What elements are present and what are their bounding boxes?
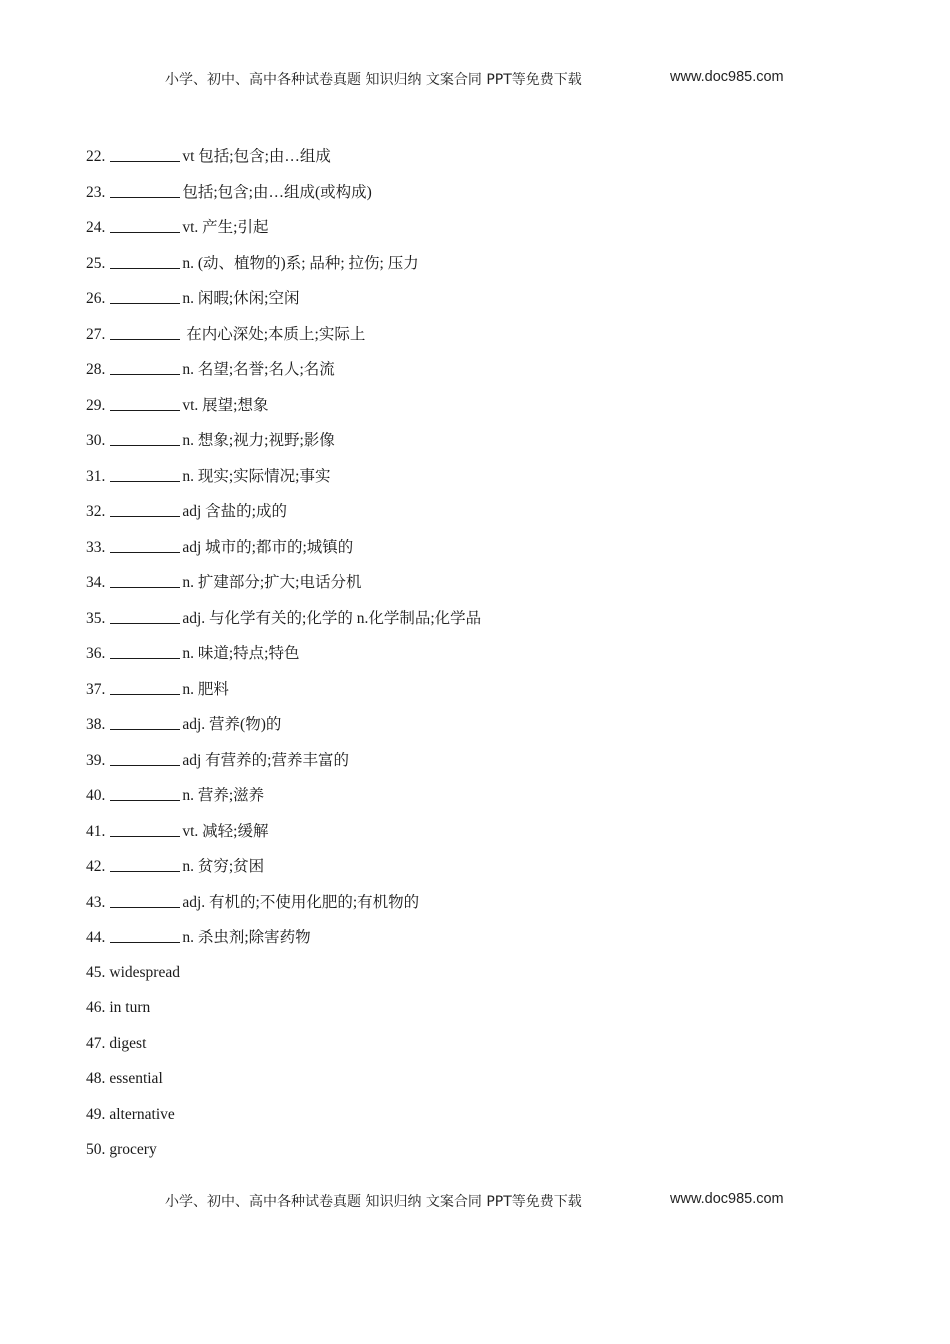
item-number: 40. — [86, 787, 106, 804]
item-definition: n. 闲暇;休闲;空闲 — [182, 290, 300, 307]
answer-blank[interactable] — [110, 538, 180, 553]
item-definition: 在内心深处;本质上;实际上 — [182, 325, 366, 343]
item-number: 44. — [86, 929, 106, 946]
item-number: 43. — [86, 893, 106, 911]
item-answer: widespread — [109, 963, 180, 981]
item-number: 39. — [86, 751, 106, 769]
answer-blank[interactable] — [110, 751, 180, 766]
item-answer: alternative — [109, 1105, 175, 1123]
item-definition: n. 现实;实际情况;事实 — [182, 467, 331, 485]
answer-blank[interactable] — [110, 786, 180, 801]
vocabulary-item — [86, 714, 281, 735]
item-definition: vt. 产生;引起 — [182, 219, 269, 236]
answer-blank[interactable] — [110, 183, 180, 198]
vocabulary-item — [86, 288, 300, 309]
item-definition: vt. 减轻;缓解 — [182, 822, 269, 840]
answer-blank[interactable] — [110, 254, 180, 269]
vocabulary-item — [86, 324, 365, 345]
answer-blank[interactable] — [110, 644, 180, 659]
answer-blank[interactable] — [110, 431, 180, 446]
item-number: 24. — [86, 219, 106, 236]
vocabulary-item — [86, 750, 349, 771]
vocabulary-item — [86, 1034, 146, 1054]
vocabulary-item — [86, 927, 311, 948]
answer-blank[interactable] — [110, 893, 180, 908]
vocabulary-item — [86, 608, 481, 629]
item-definition: vt 包括;包含;由…组成 — [182, 148, 331, 165]
answer-blank[interactable] — [110, 857, 180, 872]
item-definition: adj 城市的;都市的;城镇的 — [182, 538, 354, 556]
item-definition: n. 杀虫剂;除害药物 — [182, 929, 311, 946]
answer-blank[interactable] — [110, 573, 180, 588]
item-number: 34. — [86, 574, 106, 591]
item-number: 33. — [86, 538, 106, 556]
vocabulary-item — [86, 359, 335, 380]
answer-blank[interactable] — [110, 609, 180, 624]
vocabulary-item — [86, 821, 269, 842]
item-definition: n. 想象;视力;视野;影像 — [182, 432, 335, 449]
item-definition: n. 营养;滋养 — [182, 787, 265, 804]
item-definition: adj. 营养(物)的 — [182, 716, 282, 733]
vocabulary-item — [86, 998, 150, 1018]
header-site-link[interactable]: www.doc985.com — [670, 69, 784, 85]
item-number: 42. — [86, 858, 106, 875]
vocabulary-item — [86, 572, 362, 593]
answer-blank[interactable] — [110, 396, 180, 411]
answer-blank[interactable] — [110, 218, 180, 233]
item-number: 37. — [86, 680, 106, 698]
item-number: 36. — [86, 645, 106, 662]
vocabulary-item — [86, 430, 335, 451]
item-definition: n. 味道;特点;特色 — [182, 645, 300, 662]
vocabulary-item — [86, 643, 300, 664]
footer-site-link[interactable]: www.doc985.com — [670, 1191, 784, 1207]
item-number: 27. — [86, 325, 106, 343]
item-definition: adj 含盐的;成的 — [182, 503, 287, 520]
header-banner-text: 小学、初中、高中各种试卷真题 知识归纳 文案合同 PPT等免费下载 — [165, 72, 582, 88]
item-definition: 包括;包含;由…组成(或构成) — [182, 183, 372, 201]
vocabulary-item — [86, 466, 331, 487]
item-number: 30. — [86, 432, 106, 449]
item-number: 35. — [86, 609, 106, 627]
answer-blank[interactable] — [110, 325, 180, 340]
item-number: 25. — [86, 254, 106, 272]
item-definition: adj. 有机的;不使用化肥的;有机物的 — [182, 893, 420, 911]
answer-blank[interactable] — [110, 467, 180, 482]
item-definition: n. (动、植物的)系; 品种; 拉伤; 压力 — [182, 254, 419, 272]
item-number: 26. — [86, 290, 106, 307]
answer-blank[interactable] — [110, 147, 180, 162]
vocabulary-item — [86, 1105, 175, 1125]
vocabulary-item — [86, 1069, 163, 1089]
vocabulary-item — [86, 182, 372, 203]
item-number: 48. — [86, 1070, 106, 1087]
item-number: 22. — [86, 148, 106, 165]
answer-blank[interactable] — [110, 715, 180, 730]
item-number: 31. — [86, 467, 106, 485]
item-number: 28. — [86, 361, 106, 378]
item-answer: digest — [109, 1034, 147, 1052]
vocabulary-item — [86, 537, 353, 558]
item-number: 45. — [86, 963, 106, 981]
item-number: 50. — [86, 1141, 106, 1158]
item-definition: n. 扩建部分;扩大;电话分机 — [182, 574, 362, 591]
item-definition: vt. 展望;想象 — [182, 396, 269, 414]
item-number: 23. — [86, 183, 106, 201]
item-definition: adj. 与化学有关的;化学的 n.化学制品;化学品 — [182, 609, 482, 627]
item-number: 47. — [86, 1034, 106, 1052]
item-answer: essential — [109, 1070, 163, 1087]
item-number: 49. — [86, 1105, 106, 1123]
item-number: 38. — [86, 716, 106, 733]
vocabulary-item — [86, 856, 264, 877]
answer-blank[interactable] — [110, 822, 180, 837]
item-definition: n. 肥料 — [182, 680, 229, 698]
item-answer: grocery — [109, 1141, 157, 1158]
item-definition: adj 有营养的;营养丰富的 — [182, 751, 349, 769]
item-answer: in turn — [109, 999, 151, 1016]
vocabulary-item — [86, 892, 419, 913]
item-number: 41. — [86, 822, 106, 840]
vocabulary-item — [86, 679, 229, 700]
vocabulary-item — [86, 146, 331, 167]
answer-blank[interactable] — [110, 502, 180, 517]
vocabulary-item — [86, 217, 269, 238]
vocabulary-item — [86, 1140, 157, 1160]
answer-blank[interactable] — [110, 289, 180, 304]
vocabulary-item — [86, 785, 264, 806]
item-number: 46. — [86, 999, 106, 1016]
footer-banner-text: 小学、初中、高中各种试卷真题 知识归纳 文案合同 PPT等免费下载 — [165, 1194, 582, 1210]
vocabulary-item — [86, 501, 287, 522]
vocabulary-item — [86, 963, 180, 983]
answer-blank[interactable] — [110, 928, 180, 943]
vocabulary-item — [86, 253, 419, 274]
vocabulary-item — [86, 395, 269, 416]
item-definition: n. 贫穷;贫困 — [182, 858, 265, 875]
item-number: 32. — [86, 503, 106, 520]
answer-blank[interactable] — [110, 680, 180, 695]
answer-blank[interactable] — [110, 360, 180, 375]
item-number: 29. — [86, 396, 106, 414]
item-definition: n. 名望;名誉;名人;名流 — [182, 361, 335, 378]
